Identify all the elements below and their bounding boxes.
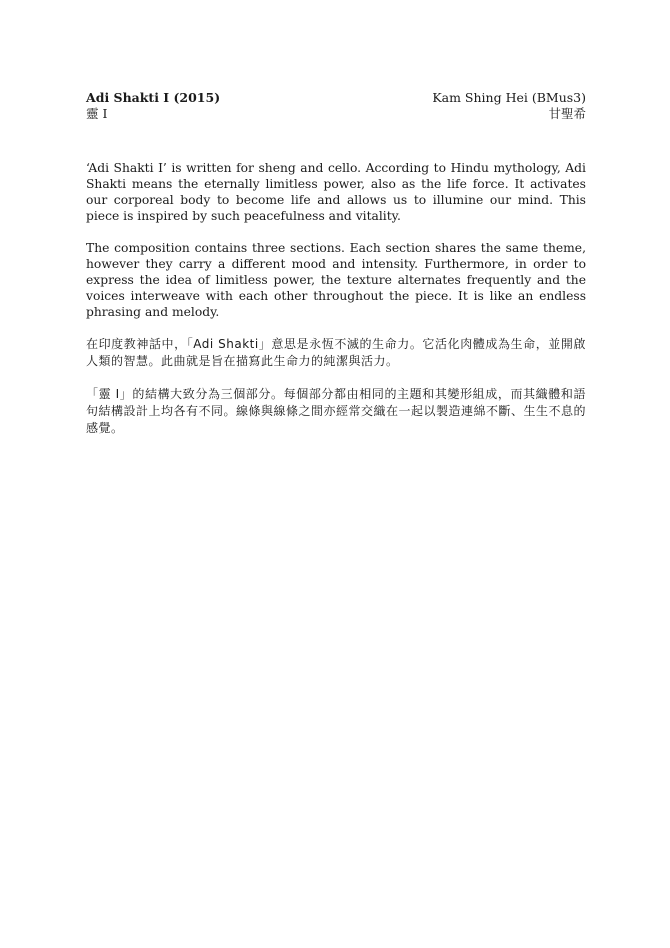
program-note-page [86, 90, 586, 453]
title-block [86, 90, 220, 122]
paragraph-chinese-structure: 「靈 I」的結構大致分為三個部分。每個部分都由相同的主題和其變形組成，而其織體和語句結構設計上均各有不同。線條與線條之間亦經常交織在一起以製造連綿不斷、生生不息的感覺。 [86, 387, 587, 435]
piece-title: Adi Shakti I (2015) [86, 90, 221, 105]
paragraph-english-intro: ‘Adi Shakti I’ is written for sheng and cello. According to Hindu mythology, Adi Shakti means the eternally limitless power, also as the life force. It activates our corporeal body to become life and allows us to illumine our mind. This piece is inspired by such peacefulness and vitality. [86, 161, 586, 223]
paragraph-chinese-intro: 在印度教神話中，「Adi Shakti」意思是永恆不滅的生命力。它活化肉體成為生命，並開啟人類的智慧。此曲就是旨在描寫此生命力的純潔與活力。 [86, 337, 586, 368]
composer-name-chinese: 甘聖希 [548, 106, 586, 121]
paragraph-english-structure: The composition contains three sections. Each section shares the same theme, however they carry a different mood and intensity. Furthermore, in order to express the idea of limitless power, the texture alternates frequently and the voices interweave with each other throughout the piece. It is like an endless phrasing and melody. [86, 241, 586, 319]
header [86, 90, 586, 122]
program-note-body [86, 160, 586, 437]
composer-block [432, 90, 586, 122]
piece-title-chinese: 靈 I [86, 106, 108, 121]
composer-name: Kam Shing Hei (BMus3) [432, 90, 586, 105]
